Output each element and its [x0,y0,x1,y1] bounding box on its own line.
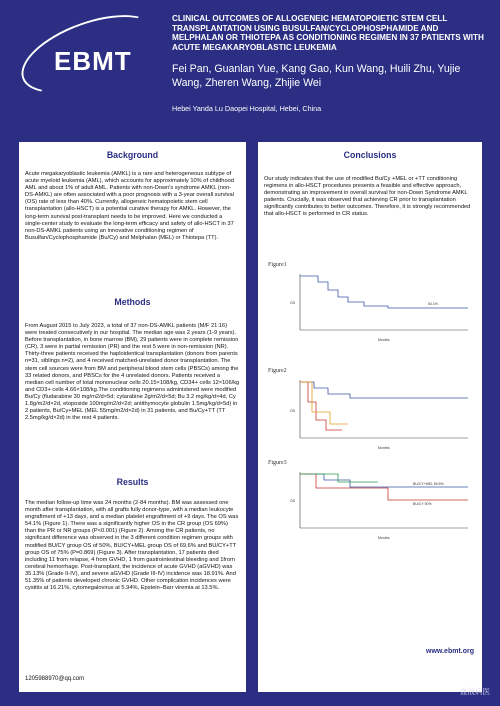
background-text: Acute megakaryoblastic leukemia (AMKL) is a rare and heterogeneous subtype of acute myeloid leukemia (AML), which accounts for approximately 10% of childhood AML and about 1% of adult AML. Patients with non-Down's syndrome AMKL (non-DS-AMKL) are often associated with a poor prognosis with a 3-year overall survival (OS) rate of less than 40%. Currently, allogeneic hematopoietic stem cell transplantation (allo-HSCT) is a potential curative therapy for AMKL. However, the long-term survival post-transplant needs to be improved. Here we conducted a single-center study to evaluate the long-term efficacy and safety of allo-HSCT in 37 non-DS-AMKL patients using an innovative conditioning regimen of Busulfan/Cyclophosphamide (Bu/Cy) and Melphalan (MEL) or Thiotepa (TT). [25,171,234,241]
fig2-xlabel: Months [378,446,390,450]
results-text: The median follow-up time was 24 months (2-84 months). BM was assessed one month after transplantation, with all grafts fully donor-type, with a median leukocyte engraftment of +13 days, and a median platelet engraftment of +9 days. The OS was 54.1% (Figure 1). There was a significantly higher OS in the CR group (OS 69%) than the PR or NR groups (P<0.001) (Figure 2). Among the CR patients, no significant difference was observed in the 3 different condition regimen groups with modified BU/CY group OS of 50%, BU/CY+MEL group OS of 69.6% and BU/CY+TT group OS of 75% (P=0.869) (Figure 3). After transplantation, 17 patients died including 11 from relapse, 4 from GVHD, 1 from gastrointestinal bleeding and 1from cerebral hemorrhage. Post-transplant, the incidence of acute GVHD (aGVHD) was 35.13% (Grade II-IV), and severe aGVHD (Grade III-IV) incidence was 18.91%. And 51.35% of patients developed chronic GVHD. Other complication incidences were cystitis at 16.21%, cytomegalovirus at 5.94%, Epstein–Barr viremia at 13.5%. [25,500,239,592]
ebmt-url[interactable]: www.ebmt.org [426,648,474,655]
authors: Fei Pan, Guanlan Yue, Kang Gao, Kun Wang, Huili Zhu, Yujie Wang, Zheren Wang, Zhijie Wei [172,63,461,89]
figure3-label: Figure3 [268,460,287,466]
poster-title: CLINICAL OUTCOMES OF ALLOGENEIC HEMATOPOIETIC STEM CELL TRANSPLANTATION USING BUSULFAN/CYCLOPHOSPHAMIDE AND MELPHALAN OR THIOTEPA AS CONDITIONING REGIMEN IN 37 PATIENTS WITH ACUTE MEGAKARYOBLASTIC LEUKEMIA [172,14,484,52]
contact-email[interactable]: 1205988970@qq.com [25,676,85,682]
fig3-xlabel: Months [378,536,390,540]
figure2-label: Figure2 [268,368,287,374]
affiliation: Hebei Yanda Lu Daopei Hospital, Hebei, China [172,104,322,113]
fig1-curve-label: 54.1% [428,302,438,306]
conclusions-heading: Conclusions [343,150,397,160]
figure1-plot [268,262,472,348]
fig3-curve1-label: BU/CY+MEL 69.6% [413,482,444,486]
methods-text: From August 2015 to July 2023, a total of 37 non-DS-AMKL patients (M/F 21:16) were treated consecutively in our hospital. The median age was 2 years (1-9 years). Before transplantation, in bone marrow (BM), 29 patients were in complete remission (CR), 3 were in partial remission (PR) and the rest 5 were in non-remission (NR). Thirty-three patients received the haploidentical transplantation (donors from parents n=31, siblings n=2), and 4 received matched-unrelated donor transplantation. The stem cell sources were from BM and peripheral blood stem cells (PBSCs) among the 33 related donors, and PBSCs for the 4 unrelated donors. Patients received a median cell number of total mononuclear cells 20.15×108/kg, CD34+ cells 12×106/kg and CD3+ cells 4.66×108/kg.The conditioning regimens administered were modified Bu/Cy (fludarabine 30 mg/m2/d×5d; cytarabine 2g/m2/d×5d; Bu 3.2 mg/kg/d×4d, Cy 1.8g/m2/d×2d, etoposide 100mg/m2/d×2d; antithymocyte globulin 1.5mg/kg/d×5d) in 2 patients, Bu/Cy+MEL (MEL 55mg/m2/d×2d) in 31 patients, and Bu/Cy+TT (TT 2.5mg/kg/d×2d) in the rest 4 patients. [25,323,240,422]
left-panel [19,142,246,692]
fig3-curve-tt [300,474,378,482]
logo-text: EBMT [54,46,132,76]
fig2-curve-nr [300,382,342,430]
fig2-curve-cr [300,382,468,398]
fig1-survival-curve [300,276,468,308]
methods-heading: Methods [114,297,151,307]
figure3-plot [268,460,472,546]
background-heading: Background [106,150,159,160]
fig2-ylabel: OS [290,409,296,413]
fig3-curve2-label: BU/CY 50% [413,502,432,506]
results-heading: Results [116,477,149,487]
right-panel [258,142,482,692]
figure3 [268,460,472,546]
ebmt-logo [18,22,158,82]
watermark: 血液病医 [460,687,490,696]
fig3-ylabel: OS [290,499,296,503]
fig1-xlabel: Months [378,338,390,342]
fig1-ylabel: OS [290,301,296,305]
figure1 [268,262,472,348]
figure2-plot [268,368,472,454]
conclusions-text: Our study indicates that the use of modified Bu/Cy +MEL or +TT conditioning regimens in allo-HSCT procedures presents a feasible and effective approach, demonstrating an improvement in overall survival for non-Down Syndrome AMKL patients. Crucially, it was observed that achieving CR prior to transplantation significantly contributes to better outcomes. Therefore, it is strongly recommended that allo-HSCT is performed in CR status. [264,176,471,218]
figure1-label: Figure1 [268,262,287,268]
figure2 [268,368,472,454]
